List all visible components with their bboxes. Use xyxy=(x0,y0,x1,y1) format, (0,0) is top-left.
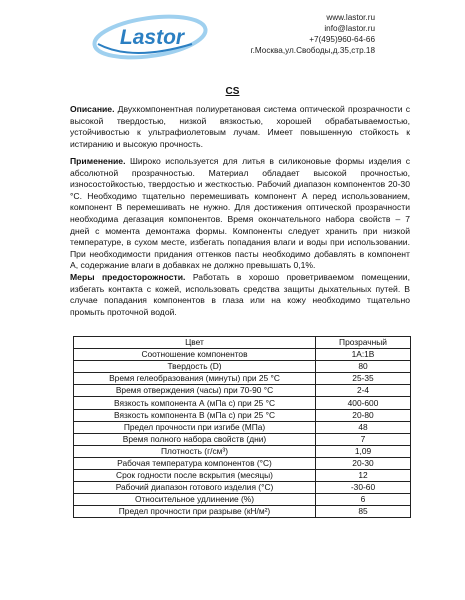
property-name-cell: Вязкость компонента В (мПа с) при 25 °С xyxy=(74,409,316,421)
table-header-property: Цвет xyxy=(74,337,316,349)
property-name-cell: Срок годности после вскрытия (месяцы) xyxy=(74,470,316,482)
precautions-text: Работать в хорошо проветриваемом помещении, избегать контакта с кожей, использовать средства защиты дыхательных путей. В случае попадания компонентов в глаза или на кожу необходимо тщательно промыть проточной водой. xyxy=(70,272,410,317)
phone-text: +7(495)960-64-66 xyxy=(309,35,375,44)
table-row xyxy=(74,433,411,445)
table-row xyxy=(74,385,411,397)
application-section xyxy=(70,156,410,272)
property-name-cell: Рабочая температура компонентов (°С) xyxy=(74,457,316,469)
property-name-cell: Рабочий диапазон готового изделия (°С) xyxy=(74,482,316,494)
property-name-cell: Предел прочности при разрыве (кН/м²) xyxy=(74,506,316,518)
properties-table xyxy=(73,336,411,518)
table-row xyxy=(74,506,411,518)
precautions-section xyxy=(70,272,410,318)
application-text: Широко используется для литья в силиконовые формы изделия с абсолютной прозрачностью. Материал обладает высокой прочностью, износостойкостью, твердостью и жесткостью. Рабочий диапазон компонентов 20-30 °С. Необходимо тщательно перемешивать компонент А перед использованием, компонент В перемешивать не нужно. Для достижения оптической прозрачности необходима дегазация компонентов. Время окончательного набора свойств – 7 дней с момента демонтажа формы. Компоненты следует хранить при низкой температуре, в сухом месте, избегать попадания влаги и воды при использовании. При необходимости придания оттенков пасты необходимо добавлять в компонент А, содержание влаги в добавках не должно превышать 0,1%. xyxy=(70,156,411,271)
table-row xyxy=(74,457,411,469)
contacts-block xyxy=(251,12,375,56)
property-value-cell: 48 xyxy=(316,421,411,433)
property-name-cell: Относительное удлинение (%) xyxy=(74,494,316,506)
table-row xyxy=(74,409,411,421)
description-section xyxy=(70,104,410,150)
property-value-cell: 400-600 xyxy=(316,397,411,409)
property-value-cell: 85 xyxy=(316,506,411,518)
table-row xyxy=(74,482,411,494)
table-row xyxy=(74,397,411,409)
property-value-cell: -30-60 xyxy=(316,482,411,494)
table-row xyxy=(74,494,411,506)
property-value-cell: 12 xyxy=(316,470,411,482)
description-text: Двухкомпонентная полиуретановая система оптической прозрачности с высокой твердостью, низкой вязкостью, хорошей обрабатываемостью, устойчивостью к ультрафиолетовым лучам. Имеет повышенную стойкость к истиранию и высокую прочность. xyxy=(70,104,410,149)
property-value-cell: 6 xyxy=(316,494,411,506)
property-value-cell: 1A:1B xyxy=(316,349,411,361)
page-header xyxy=(0,0,465,70)
property-value-cell: 80 xyxy=(316,361,411,373)
property-name-cell: Предел прочности при изгибе (МПа) xyxy=(74,421,316,433)
property-name-cell: Плотность (г/см³) xyxy=(74,445,316,457)
property-name-cell: Вязкость компонента А (мПа с) при 25 °С xyxy=(74,397,316,409)
property-value-cell: 20-80 xyxy=(316,409,411,421)
property-value-cell: 25-35 xyxy=(316,373,411,385)
property-name-cell: Время отверждения (часы) при 70-90 °С xyxy=(74,385,316,397)
table-row xyxy=(74,421,411,433)
table-row xyxy=(74,373,411,385)
property-name-cell: Время полного набора свойств (дни) xyxy=(74,433,316,445)
table-header-row xyxy=(74,337,411,349)
table-row xyxy=(74,349,411,361)
table-row xyxy=(74,470,411,482)
property-name-cell: Соотношение компонентов xyxy=(74,349,316,361)
lastor-logo xyxy=(92,14,214,60)
logo-text: Lastor xyxy=(119,26,185,49)
table-header-value: Прозрачный xyxy=(316,337,411,349)
property-value-cell: 1,09 xyxy=(316,445,411,457)
address-text: г.Москва,ул.Свободы,д.35,стр.18 xyxy=(250,46,375,55)
table-row xyxy=(74,445,411,457)
precautions-heading: Меры предосторожности. xyxy=(70,272,186,282)
property-name-cell: Твердость (D) xyxy=(74,361,316,373)
table-row xyxy=(74,361,411,373)
property-name-cell: Время гелеобразования (минуты) при 25 °С xyxy=(74,373,316,385)
website-link[interactable]: www.lastor.ru xyxy=(326,13,375,22)
property-value-cell: 20-30 xyxy=(316,457,411,469)
description-heading: Описание. xyxy=(70,104,115,114)
document-title: CS xyxy=(225,86,240,97)
table-body xyxy=(74,349,411,518)
application-heading: Применение. xyxy=(70,156,126,166)
property-value-cell: 7 xyxy=(316,433,411,445)
email-link[interactable]: info@lastor.ru xyxy=(324,24,375,33)
property-value-cell: 2-4 xyxy=(316,385,411,397)
